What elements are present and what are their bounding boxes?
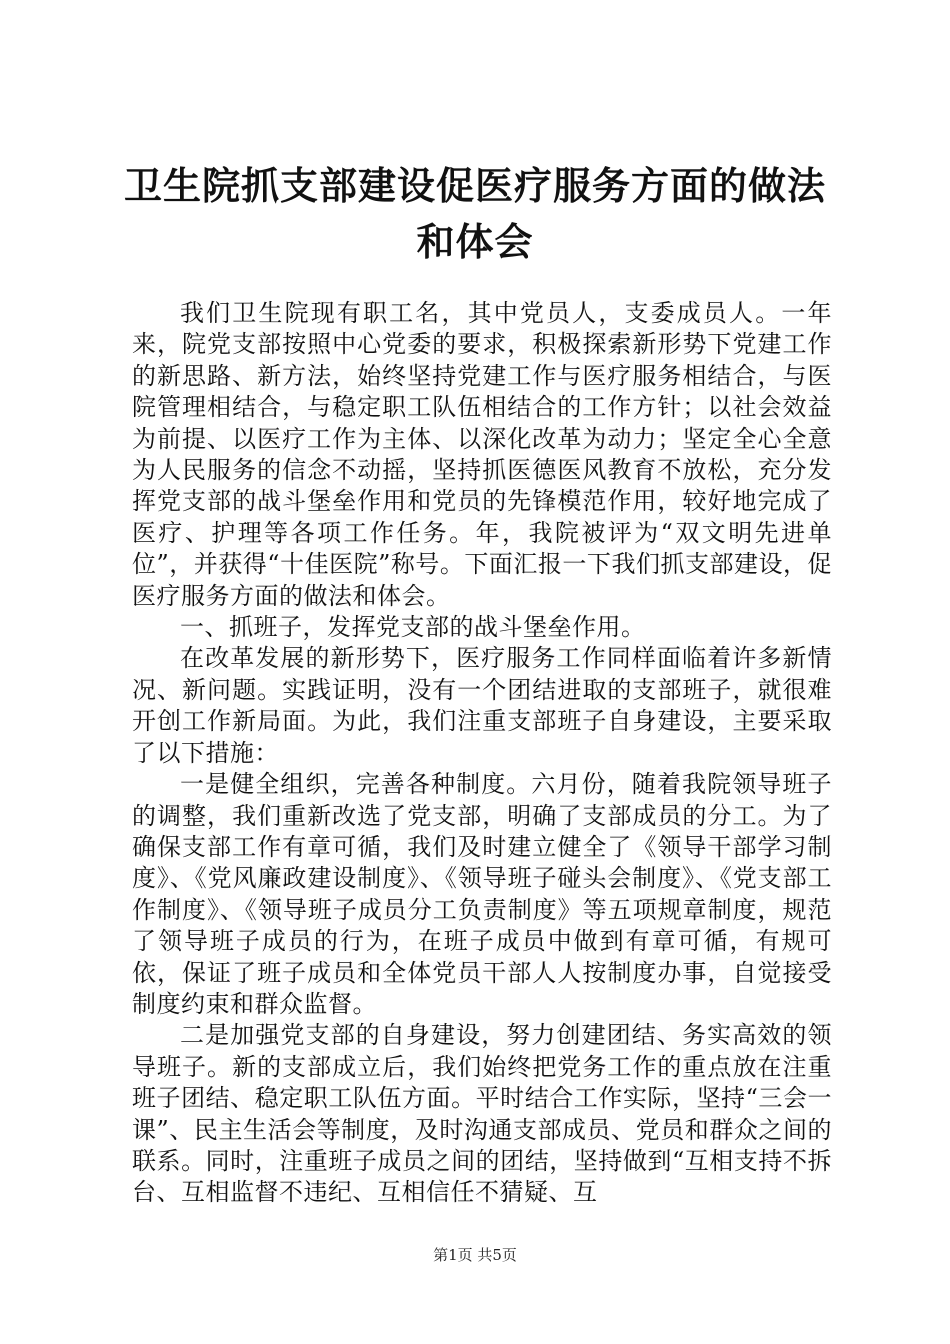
document-body (132, 298, 832, 1209)
document-title: 卫生院抓支部建设促医疗服务方面的做法和体会 (123, 164, 826, 264)
paragraph-measure-two: 二是加强党支部的自身建设，努力创建团结、务实高效的领导班子。新的支部成立后，我们始终把党务工作的重点放在注重班子团结、稳定职工队伍方面。平时结合工作实际，坚持“三会一课”、民主生活会等制度，及时沟通支部成员、党员和群众之间的联系。同时，注重班子成员之间的团结，坚持做到“互相支持不拆台、互相监督不违纪、互相信任不猜疑、互 (132, 1021, 832, 1207)
page-footer: 第1页 共5页 (433, 1246, 517, 1264)
paragraph-section-heading: 一、抓班子，发挥党支部的战斗堡垒作用。 (180, 613, 646, 642)
paragraph-measure-one: 一是健全组织，完善各种制度。六月份，随着我院领导班子的调整，我们重新改选了党支部，明确了支部成员的分工。为了确保支部工作有章可循，我们及时建立健全了《领导干部学习制度》、《党风廉政建设制度》、《领导班子碰头会制度》、《党支部工作制度》、《领导班子成员分工负责制度》等五项规章制度，规范了领导班子成员的行为，在班子成员中做到有章可循，有规可依，保证了班子成员和全体党员干部人人按制度办事，自觉接受制度约束和群众监督。 (132, 770, 832, 1018)
paragraph-section-intro: 在改革发展的新形势下，医疗服务工作同样面临着许多新情况、新问题。实践证明，没有一个团结进取的支部班子，就很难开创工作新局面。为此，我们注重支部班子自身建设，主要采取了以下措施： (132, 644, 832, 767)
paragraph-intro: 我们卫生院现有职工名，其中党员人，支委成员人。一年来，院党支部按照中心党委的要求，积极探索新形势下党建工作的新思路、新方法，始终坚持党建工作与医疗服务相结合，与医院管理相结合，与稳定职工队伍相结合的工作方针；以社会效益为前提、以医疗工作为主体、以深化改革为动力；坚定全心全意为人民服务的信念不动摇，坚持抓医德医风教育不放松，充分发挥党支部的战斗堡垒作用和党员的先锋模范作用，较好地完成了医疗、护理等各项工作任务。年，我院被评为“双文明先进单位”，并获得“十佳医院”称号。下面汇报一下我们抓支部建设，促医疗服务方面的做法和体会。 (132, 299, 832, 610)
